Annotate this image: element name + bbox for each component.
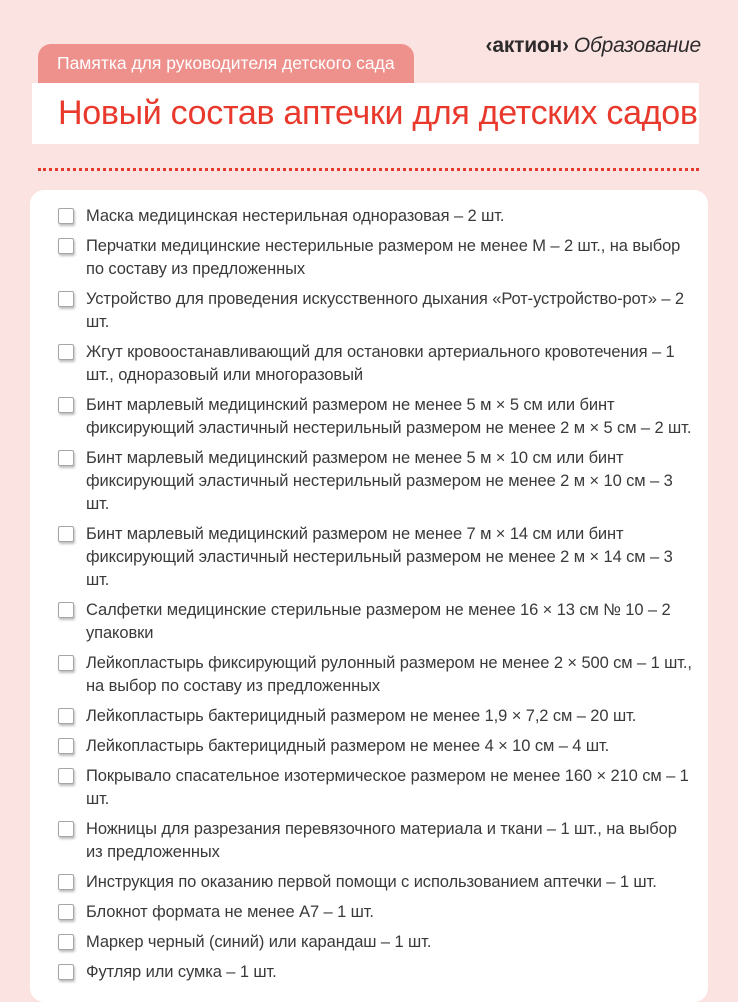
checkbox[interactable] — [58, 655, 74, 671]
checklist-item-label: Лейкопластырь бактерицидный размером не менее 4 × 10 см – 4 шт. — [86, 737, 610, 755]
checklist-item-label: Лейкопластырь фиксирующий рулонный размером не менее 2 × 500 см – 1 шт., на выбор по составу из предложенных — [86, 654, 692, 695]
logo-brand-text: ‹актион› — [485, 34, 569, 57]
checkbox[interactable] — [58, 964, 74, 980]
checklist-item — [58, 652, 696, 698]
checklist-item-label: Покрывало спасательное изотермическое размером не менее 160 × 210 см – 1 шт. — [86, 767, 689, 808]
checklist-item — [58, 765, 696, 811]
memo-badge-label: Памятка для руководителя детского сада — [57, 53, 395, 73]
checkbox[interactable] — [58, 450, 74, 466]
checklist-item — [58, 871, 696, 894]
page-title: Новый состав аптечки для детских садов — [58, 94, 698, 132]
checklist-item-label: Бинт марлевый медицинский размером не менее 5 м × 5 см или бинт фиксирующий эластичный нестерильный размером не менее 2 м × 5 см – 2 шт. — [86, 396, 692, 437]
checklist-item-label: Блокнот формата не менее А7 – 1 шт. — [86, 903, 374, 921]
checklist-item — [58, 735, 696, 758]
checkbox[interactable] — [58, 904, 74, 920]
checkbox[interactable] — [58, 602, 74, 618]
logo-product-text: Образование — [573, 34, 701, 57]
checkbox[interactable] — [58, 397, 74, 413]
checklist-item-label: Бинт марлевый медицинский размером не менее 5 м × 10 см или бинт фиксирующий эластичный нестерильный размером не менее 2 м × 10 см – 3 шт. — [86, 449, 673, 513]
checklist-item-label: Салфетки медицинские стерильные размером не менее 16 × 13 см № 10 – 2 упаковки — [86, 601, 671, 642]
checklist-item — [58, 961, 696, 984]
checklist-item — [58, 447, 696, 516]
checkbox[interactable] — [58, 526, 74, 542]
checklist-card — [30, 190, 708, 1002]
checklist-item — [58, 288, 696, 334]
checklist-item-label: Перчатки медицинские нестерильные размером не менее M – 2 шт., на выбор по составу из предложенных — [86, 237, 681, 278]
checklist — [58, 205, 696, 984]
checkbox[interactable] — [58, 768, 74, 784]
checklist-item — [58, 818, 696, 864]
checkbox[interactable] — [58, 738, 74, 754]
checkbox[interactable] — [58, 821, 74, 837]
aktion-obrazovanie-logo — [486, 34, 701, 58]
checklist-item-label: Устройство для проведения искусственного дыхания «Рот-устройство-рот» – 2 шт. — [86, 290, 684, 331]
checklist-item-label: Ножницы для разрезания перевязочного материала и ткани – 1 шт., на выбор из предложенных — [86, 820, 677, 861]
dotted-divider — [38, 168, 699, 171]
checklist-item — [58, 394, 696, 440]
checklist-item — [58, 205, 696, 228]
checklist-item — [58, 235, 696, 281]
checkbox[interactable] — [58, 874, 74, 890]
checkbox[interactable] — [58, 291, 74, 307]
title-bar — [32, 83, 699, 144]
checklist-item-label: Лейкопластырь бактерицидный размером не менее 1,9 × 7,2 см – 20 шт. — [86, 707, 637, 725]
checkbox[interactable] — [58, 208, 74, 224]
checkbox[interactable] — [58, 934, 74, 950]
checklist-item-label: Жгут кровоостанавливающий для остановки артериального кровотечения – 1 шт., одноразовый или многоразовый — [86, 343, 675, 384]
checklist-item — [58, 523, 696, 592]
checkbox[interactable] — [58, 344, 74, 360]
checklist-item — [58, 931, 696, 954]
checklist-item — [58, 341, 696, 387]
memo-badge — [38, 44, 414, 83]
checklist-item-label: Инструкция по оказанию первой помощи с использованием аптечки – 1 шт. — [86, 873, 657, 891]
checklist-item-label: Футляр или сумка – 1 шт. — [86, 963, 277, 981]
checklist-item-label: Маркер черный (синий) или карандаш – 1 шт. — [86, 933, 432, 951]
checkbox[interactable] — [58, 238, 74, 254]
checklist-item-label: Маска медицинская нестерильная одноразовая – 2 шт. — [86, 207, 505, 225]
checklist-item — [58, 901, 696, 924]
checklist-item-label: Бинт марлевый медицинский размером не менее 7 м × 14 см или бинт фиксирующий эластичный нестерильный размером не менее 2 м × 14 см – 3 шт. — [86, 525, 673, 589]
checklist-item — [58, 705, 696, 728]
checkbox[interactable] — [58, 708, 74, 724]
checklist-item — [58, 599, 696, 645]
